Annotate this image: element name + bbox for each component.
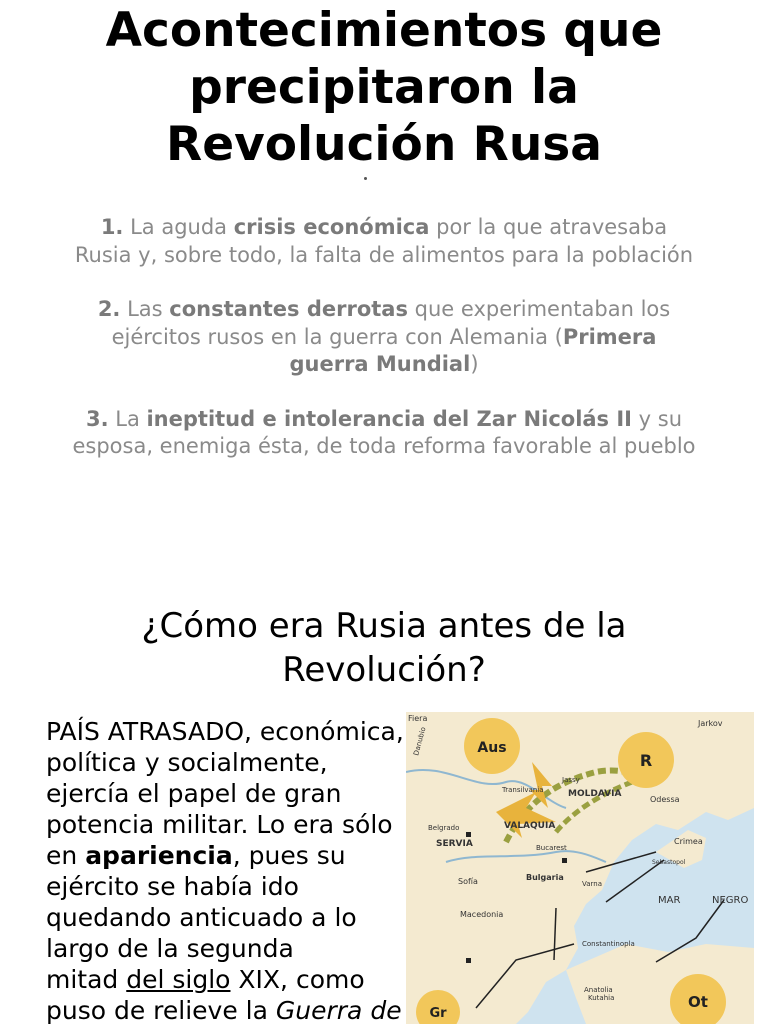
body-line-2: política y socialmente, xyxy=(46,748,328,777)
map-city-marker-1 xyxy=(466,832,471,837)
body-line-4: potencia militar. Lo era sólo xyxy=(46,810,393,839)
cause-1-text-c: por la que atravesaba xyxy=(429,215,668,239)
body-link-siglo: del siglo xyxy=(126,965,231,994)
body-line-9-c: XIX, como xyxy=(230,965,365,994)
cause-2-number: 2. xyxy=(97,297,121,321)
section-body xyxy=(46,716,406,1026)
map-label-odessa: Odessa xyxy=(650,795,680,804)
map-label-danubio: Danubio xyxy=(412,726,428,757)
body-line-7: quedando anticuado a lo xyxy=(46,903,357,932)
body-line-6: ejército se había ido xyxy=(46,872,299,901)
map-label-macedonia: Macedonia xyxy=(460,910,504,919)
map-label-transilvania: Transilvania xyxy=(502,786,544,794)
cause-item-2 xyxy=(10,296,758,379)
slide-title-line-2: precipitaron la xyxy=(189,60,579,115)
section-title xyxy=(0,604,768,692)
cause-2-emphasis: constantes derrotas xyxy=(169,297,408,321)
map-label-varna: Varna xyxy=(582,880,603,888)
map-label-jarkov: Jarkov xyxy=(698,719,723,728)
map-label-anatolia: Anatolia xyxy=(584,986,613,994)
cause-item-1 xyxy=(10,214,758,269)
section-title-line-2: Revolución? xyxy=(282,650,486,690)
cause-2-emphasis-3: guerra Mundial xyxy=(289,352,471,376)
body-line-10 xyxy=(46,995,406,1026)
slide-title-line-1: Acontecimientos que xyxy=(105,3,663,58)
cause-2-line-2 xyxy=(10,324,758,352)
cause-2-line-3 xyxy=(10,351,758,379)
slide-title-line-3: Revolución Rusa xyxy=(166,117,602,172)
body-emphasis-apariencia: apariencia xyxy=(85,841,233,870)
cause-1-text-a: La aguda xyxy=(123,215,234,239)
map-label-sofia: Sofía xyxy=(458,877,478,886)
map-label-aus: Aus xyxy=(477,740,507,756)
historical-map xyxy=(406,712,754,1024)
map-label-r: R xyxy=(639,751,653,770)
map-label-sebastopol: Sebastopol xyxy=(652,859,686,866)
bullet-dot xyxy=(364,177,367,180)
map-label-belgrado: Belgrado xyxy=(428,824,460,832)
cause-2-text-a: Las xyxy=(120,297,170,321)
section-title-line-1: ¿Cómo era Rusia antes de la xyxy=(141,606,627,646)
body-line-5-c: , pues su xyxy=(232,841,346,870)
cause-2-line-1 xyxy=(10,296,758,324)
cause-1-line-1 xyxy=(10,214,758,242)
map-city-marker-3 xyxy=(466,958,471,963)
cause-1-emphasis: crisis económica xyxy=(233,215,430,239)
body-line-1: PAÍS ATRASADO, económica, xyxy=(46,717,404,746)
cause-3-number: 3. xyxy=(85,406,109,431)
cause-item-3 xyxy=(10,406,758,461)
map-label-mar: MAR xyxy=(658,895,681,906)
slide-title xyxy=(0,2,768,173)
body-line-5 xyxy=(46,840,406,871)
cause-1-line-2: Rusia y, sobre todo, la falta de alimentos para la población xyxy=(74,242,694,267)
cause-2-text-l2a: ejércitos rusos en la guerra con Alemania ( xyxy=(111,324,563,349)
cause-3-text-c: y su xyxy=(632,406,683,431)
map-label-valaquia: VALAQUIA xyxy=(504,821,556,831)
cause-2-text-l3b: ) xyxy=(470,352,479,376)
map-label-constantinopla: Constantinopla xyxy=(582,940,635,948)
map-label-servia: SERVIA xyxy=(436,839,473,849)
map-label-bulgaria: Bulgaria xyxy=(526,873,564,882)
map-image xyxy=(406,712,754,1024)
map-label-ot: Ot xyxy=(688,993,708,1011)
body-line-5-a: en xyxy=(46,841,86,870)
body-emphasis-guerra: Guerra de xyxy=(275,996,402,1025)
map-label-bucarest: Bucarest xyxy=(536,844,567,852)
body-line-3: ejercía el papel de gran xyxy=(46,779,342,808)
map-label-gr: Gr xyxy=(429,1006,447,1021)
cause-3-text-a: La xyxy=(108,406,147,431)
map-city-marker-2 xyxy=(562,858,567,863)
body-line-8: largo de la segunda xyxy=(46,934,294,963)
cause-3-line-2: esposa, enemiga ésta, de toda reforma favorable al pueblo xyxy=(72,434,696,458)
cause-2-emphasis-2: Primera xyxy=(562,324,657,349)
cause-1-number: 1. xyxy=(100,215,124,239)
map-label-crimea: Crimea xyxy=(674,837,703,846)
causes-list xyxy=(10,214,758,488)
cause-3-emphasis: ineptitud e intolerancia del Zar Nicolás II xyxy=(146,406,632,431)
map-label-negro: NEGRO xyxy=(712,895,749,906)
map-label-kutahia: Kutahia xyxy=(588,994,615,1002)
map-label-jassy: Jassy xyxy=(562,776,580,784)
map-label-moldavia: MOLDAVIA xyxy=(568,789,622,799)
map-label-fiera: Fiera xyxy=(408,714,428,723)
body-line-10-a: puso de relieve la xyxy=(46,996,276,1025)
cause-2-text-c: que experimentaban los xyxy=(407,297,671,321)
body-line-9 xyxy=(46,964,406,995)
cause-3-line-1 xyxy=(10,406,758,434)
body-line-9-a: mitad xyxy=(46,965,127,994)
